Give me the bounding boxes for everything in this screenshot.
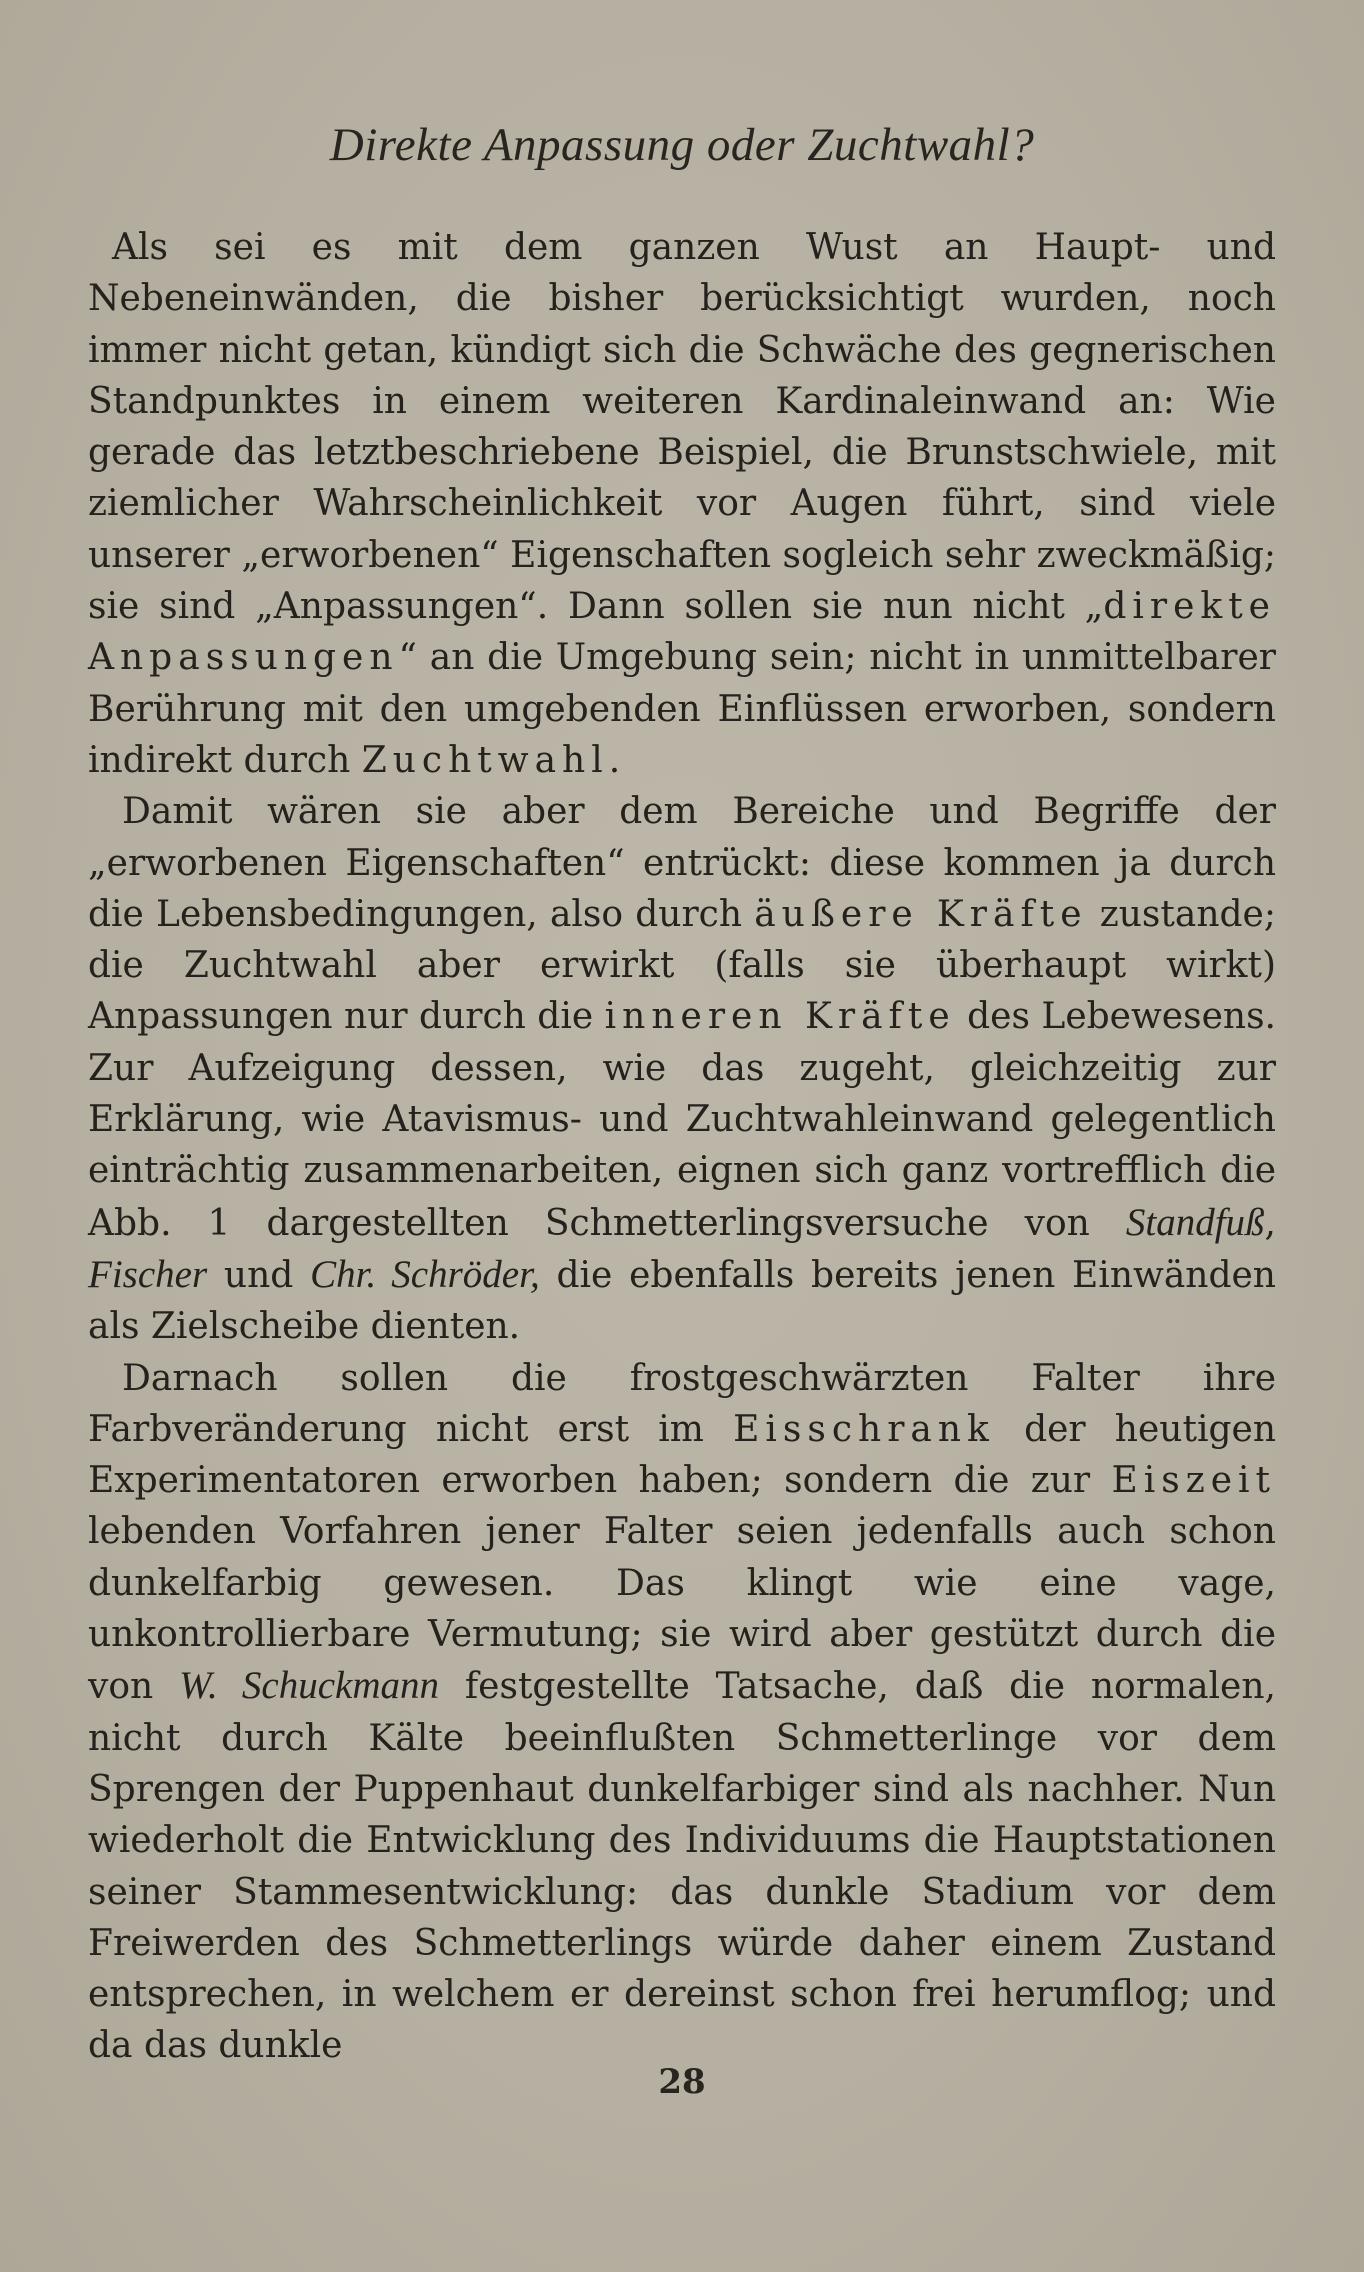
author-name: Standfuß <box>1125 1200 1265 1244</box>
author-name: Chr. Schröder, <box>310 1252 540 1296</box>
text-span: . <box>608 739 621 781</box>
text-span: Damit wären sie aber dem Bereiche und Begriffe der „erworbenen Eigenschaften“ entrückt: diese kommen ja durch die Lebensbedingungen, also durch <box>88 791 1276 935</box>
text-span: und <box>207 1254 311 1296</box>
text-span: , <box>1264 1202 1276 1244</box>
text-span: des Lebewesens. Zur Aufzeigung dessen, wie das zugeht, gleichzeitig zur Erklärung, wie Atavismus- und Zuchtwahleinwand gelegentlich einträchtig zusammenarbeiten, eignen sich ganz vortrefflich die Abb. 1 dargestellten Schmetterlingsversuche von <box>88 996 1276 1244</box>
spaced-emphasis: Eiszeit <box>1111 1460 1276 1502</box>
text-span: Darnach sollen die frostgeschwärzten Falter ihre Farbveränderung nicht erst im <box>88 1357 1276 1450</box>
text-span: lebenden Vorfahren jener Falter seien jedenfalls auch schon dunkelfarbig gewesen. Das klingt wie eine vage, unkontrollierbare Vermutung; sie wird aber gestützt durch die von <box>88 1511 1276 1708</box>
spaced-emphasis: Zuchtwahl <box>361 739 609 781</box>
author-name: W. Schuckmann <box>179 1664 439 1708</box>
text-span: die ebenfalls bereits jenen Einwänden als Zielscheibe dienten. <box>88 1254 1276 1348</box>
text-span: “ an die Umgebung sein; nicht in unmittelbarer Berührung mit den umgebenden Einflüssen erworben, sondern indirekt durch <box>88 637 1276 781</box>
spaced-emphasis: äußere Kräfte <box>754 893 1088 935</box>
spaced-emphasis: inneren Kräfte <box>604 996 956 1038</box>
text-span: der heutigen Experimentatoren erworben haben; sondern die zur <box>88 1408 1277 1502</box>
text-span: zustande; die Zuchtwahl aber erwirkt (falls sie überhaupt wirkt) Anpassungen nur durch die <box>88 893 1276 1038</box>
paragraph-1 <box>88 222 1276 786</box>
running-header: Direkte Anpassung oder Zuchtwahl? <box>329 119 1035 171</box>
author-name: Fischer <box>88 1252 208 1296</box>
spaced-emphasis: Eisschrank <box>733 1408 995 1450</box>
page-number: 28 <box>658 2062 706 2102</box>
text-span: festgestellte Tatsache, daß die normalen, nicht durch Kälte beeinflußten Schmetterlinge vor dem Sprengen der Puppenhaut dunkelfarbiger sind als nachher. Nun wiederholt die Entwicklung des Individuums die Hauptstationen seiner Stammesentwicklung: das dunkle Stadium vor dem Freiwerden des Schmetterlings würde daher einem Zustand entsprechen, in welchem er dereinst schon frei herumflog; und da das dunkle <box>88 1666 1276 2067</box>
paragraph-2 <box>88 786 1276 1352</box>
paragraph-3 <box>88 1353 1276 2072</box>
text-span: Als sei es mit dem ganzen Wust an Haupt- und Nebeneinwänden, die bisher berücksichtigt wurden, noch immer nicht getan, kündigt sich die Schwäche des gegnerischen Standpunktes in einem weiteren Kardinaleinwand an: Wie gerade das letztbeschriebene Beispiel, die Brunstschwiele, mit ziemlicher Wahrscheinlichkeit vor Augen führt, sind viele unserer „erworbenen“ Eigenschaften sogleich sehr zweckmäßig; sie sind „Anpassungen“. Dann sollen sie nun nicht „ <box>88 227 1276 628</box>
body-text <box>88 222 1276 2072</box>
spaced-emphasis: direkte Anpassungen <box>88 586 1276 679</box>
